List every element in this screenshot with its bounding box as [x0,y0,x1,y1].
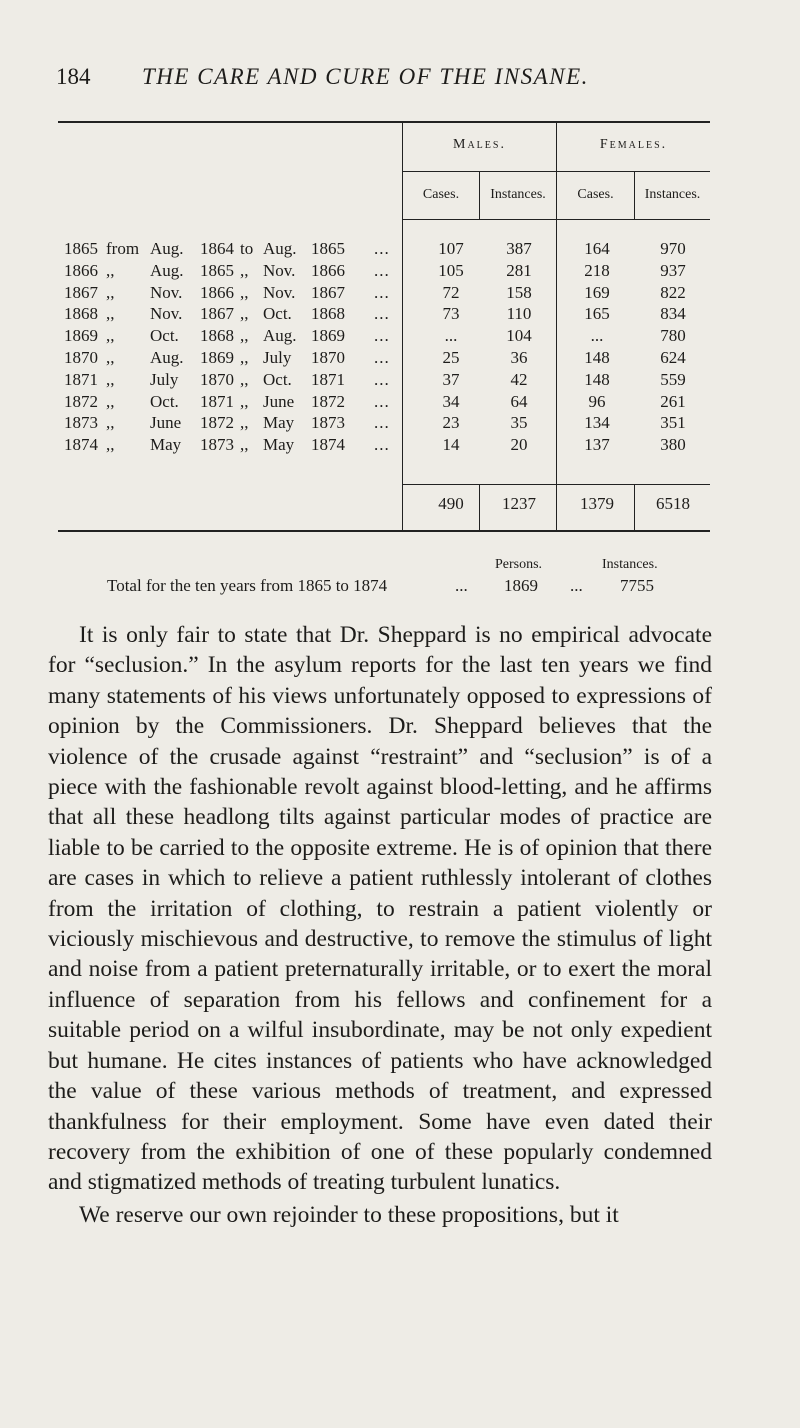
row-males-instances: 281 [506,260,532,280]
row-leader-dots: ... [374,413,390,433]
summary-text: Total for the ten years from 1865 to 1874 [107,576,388,595]
row-females-cases: 96 [588,391,606,411]
row-year: 1870 [64,348,98,367]
row-to: ,, [240,435,249,455]
row-males-cases: 23 [442,413,460,433]
table-row [0,326,800,348]
row-from: ,, [106,326,115,346]
row-females-cases: 148 [584,348,610,367]
row-leader-dots: ... [374,435,390,455]
total-females-cases: 1379 [580,494,614,513]
row-year: 1874 [64,435,98,455]
table-row [0,413,800,435]
header-females: Females. [599,137,668,152]
table-bottom-rule [58,530,710,532]
row-males-cases: 37 [442,369,460,389]
summary-persons-label: Persons. [495,557,543,572]
summary-dots-2: ... [570,576,583,595]
row-males-instances: 20 [510,435,528,455]
row-to: ,, [240,326,249,346]
row-from: ,, [106,435,115,455]
row-start-year: 1866 [200,282,234,302]
column-divider-females-data [634,484,635,530]
row-males-instances: 42 [510,369,528,389]
row-from: ,, [106,260,115,280]
row-end-year: 1871 [311,369,345,389]
row-year: 1869 [64,326,98,346]
row-females-instances: 937 [660,260,686,280]
row-start-year: 1869 [200,348,234,367]
row-end-month: Nov. [263,260,296,280]
row-males-cases: 14 [442,435,460,455]
row-females-instances: 380 [660,435,686,455]
table-top-rule [58,121,710,123]
row-to: ,, [240,304,249,324]
row-end-year: 1869 [311,326,345,346]
paragraph-2: We reserve our own rejoinder to these propositions, but it [79,1201,619,1228]
row-from: ,, [106,348,115,367]
row-end-month: Oct. [263,304,292,324]
row-year: 1871 [64,369,98,389]
row-end-month: Aug. [263,326,297,346]
row-females-instances: 624 [660,348,686,367]
row-leader-dots: ... [374,391,390,411]
row-start-month: Nov. [150,282,183,302]
summary-persons: 1869 [504,576,538,595]
row-males-cases: 25 [442,348,460,367]
row-males-cases: ... [444,326,458,346]
row-males-cases: 34 [442,391,460,411]
summary-instances: 7755 [620,576,654,595]
row-start-year: 1870 [200,369,234,389]
row-to: ,, [240,260,249,280]
row-leader-dots: ... [374,239,390,258]
row-end-month: May [263,413,295,433]
row-start-month: July [150,369,179,389]
table-row [0,283,800,305]
total-females-instances: 6518 [656,494,690,513]
row-end-year: 1870 [311,348,345,367]
row-start-year: 1867 [200,304,234,324]
row-females-instances: 559 [660,369,686,389]
row-males-instances: 387 [506,239,532,258]
row-to: ,, [240,348,249,367]
table-row [0,261,800,283]
row-leader-dots: ... [374,326,390,346]
header-females-instances: Instances. [644,187,701,202]
row-to: ,, [240,282,249,302]
row-year: 1873 [64,413,98,433]
row-females-cases: 148 [584,369,610,389]
row-leader-dots: ... [374,304,390,324]
table-row [0,435,800,457]
row-year: 1872 [64,391,98,411]
row-males-instances: 36 [510,348,528,367]
table-row [0,370,800,392]
row-start-year: 1873 [200,435,234,455]
row-start-month: Aug. [150,260,184,280]
row-males-cases: 107 [438,239,464,258]
running-head [56,64,716,100]
header-males-cases: Cases. [422,187,460,202]
row-end-year: 1867 [311,282,345,302]
header-males: Males. [453,137,506,152]
row-females-instances: 351 [660,413,686,433]
row-start-year: 1872 [200,413,234,433]
row-year: 1868 [64,304,98,324]
row-end-month: June [263,391,295,411]
row-start-month: Oct. [150,326,179,346]
row-males-instances: 64 [510,391,528,411]
paragraph-1: It is only fair to state that Dr. Sheppard is no empirical advocate for “seclusion.” In the asylum reports for the last ten years we find many statements of his views unfortunately opposed to expressions of opinion by the Commissioners. Dr. Sheppard believes that the violence of the crusade against “restraint” and “seclusion” is of a piece with the fashionable revolt against blood-letting, and he affirms that all these headlong tilts against particular modes of practice are liable to be carried to the opposite extreme. He is of opinion that there are cases in which to relieve a patient ruthlessly intolerant of clothes from the irritation of clothing, to restrain a patient violently or viciously mischievous and destructive, to remove the stimulus of light and noise from a patient preternaturally irritable, or to exert the moral influence of separation from his fellows and confinement for a suitable period on a wilful insubordinate, may be not only expedient but humane. He cites instances of patients who have acknowledged the value of these various methods of treatment, and expressed thankfulness for their employment. Some have even dated their recovery from the exhibition of one of these popularly condemned and stigmatized methods of treating turbulent lunatics. [48,622,712,1196]
row-year: 1865 [64,239,98,258]
row-start-month: Nov. [150,304,183,324]
row-end-month: Aug. [263,239,297,258]
row-females-cases: 134 [584,413,610,433]
row-from: ,, [106,282,115,302]
row-end-month: Nov. [263,282,296,302]
row-start-month: June [150,413,182,433]
row-from: from [106,239,140,258]
row-start-month: Oct. [150,391,179,411]
row-end-year: 1872 [311,391,345,411]
body-text [48,620,712,1230]
row-from: ,, [106,413,115,433]
table-row [0,348,800,370]
row-from: ,, [106,391,115,411]
row-males-instances: 35 [510,413,528,433]
row-females-cases: 137 [584,435,610,455]
summary-dots-1: ... [455,576,468,595]
row-females-instances: 834 [660,304,686,324]
row-to: to [240,239,254,258]
row-end-year: 1873 [311,413,345,433]
row-females-instances: 780 [660,326,686,346]
row-end-month: July [263,348,292,367]
row-start-month: May [150,435,182,455]
running-title: THE CARE AND CURE OF THE INSANE. [142,64,589,89]
row-females-instances: 822 [660,282,686,302]
row-to: ,, [240,391,249,411]
row-start-year: 1871 [200,391,234,411]
row-year: 1866 [64,260,98,280]
row-leader-dots: ... [374,282,390,302]
row-end-year: 1866 [311,260,345,280]
row-females-cases: 218 [584,260,610,280]
row-to: ,, [240,413,249,433]
row-leader-dots: ... [374,260,390,280]
row-females-instances: 970 [660,239,686,258]
table-row [0,392,800,414]
total-males-cases: 490 [438,494,464,513]
row-end-month: Oct. [263,369,292,389]
total-males-instances: 1237 [502,494,536,513]
row-males-instances: 110 [506,304,532,324]
row-start-month: Aug. [150,348,184,367]
row-from: ,, [106,304,115,324]
table-row [0,304,800,326]
header-males-instances: Instances. [490,187,546,202]
row-start-year: 1865 [200,260,234,280]
header-females-cases: Cases. [577,187,614,202]
row-year: 1867 [64,282,98,302]
row-end-year: 1868 [311,304,345,324]
table-row [0,239,800,261]
row-males-cases: 72 [442,282,460,302]
row-leader-dots: ... [374,369,390,389]
row-end-month: May [263,435,295,455]
row-start-month: Aug. [150,239,184,258]
row-males-cases: 105 [438,260,464,280]
row-females-instances: 261 [660,391,686,411]
row-start-year: 1864 [200,239,234,258]
row-males-cases: 73 [442,304,460,324]
row-males-instances: 104 [506,326,532,346]
summary-instances-label: Instances. [602,557,658,572]
row-end-year: 1865 [311,239,345,258]
row-males-instances: 158 [506,282,532,302]
row-leader-dots: ... [374,348,390,367]
page-number: 184 [56,64,91,89]
row-females-cases: ... [590,326,604,346]
row-females-cases: 169 [584,282,610,302]
row-females-cases: 164 [584,239,610,258]
row-females-cases: 165 [584,304,610,324]
row-end-year: 1874 [311,435,345,455]
row-to: ,, [240,369,249,389]
row-from: ,, [106,369,115,389]
row-start-year: 1868 [200,326,234,346]
